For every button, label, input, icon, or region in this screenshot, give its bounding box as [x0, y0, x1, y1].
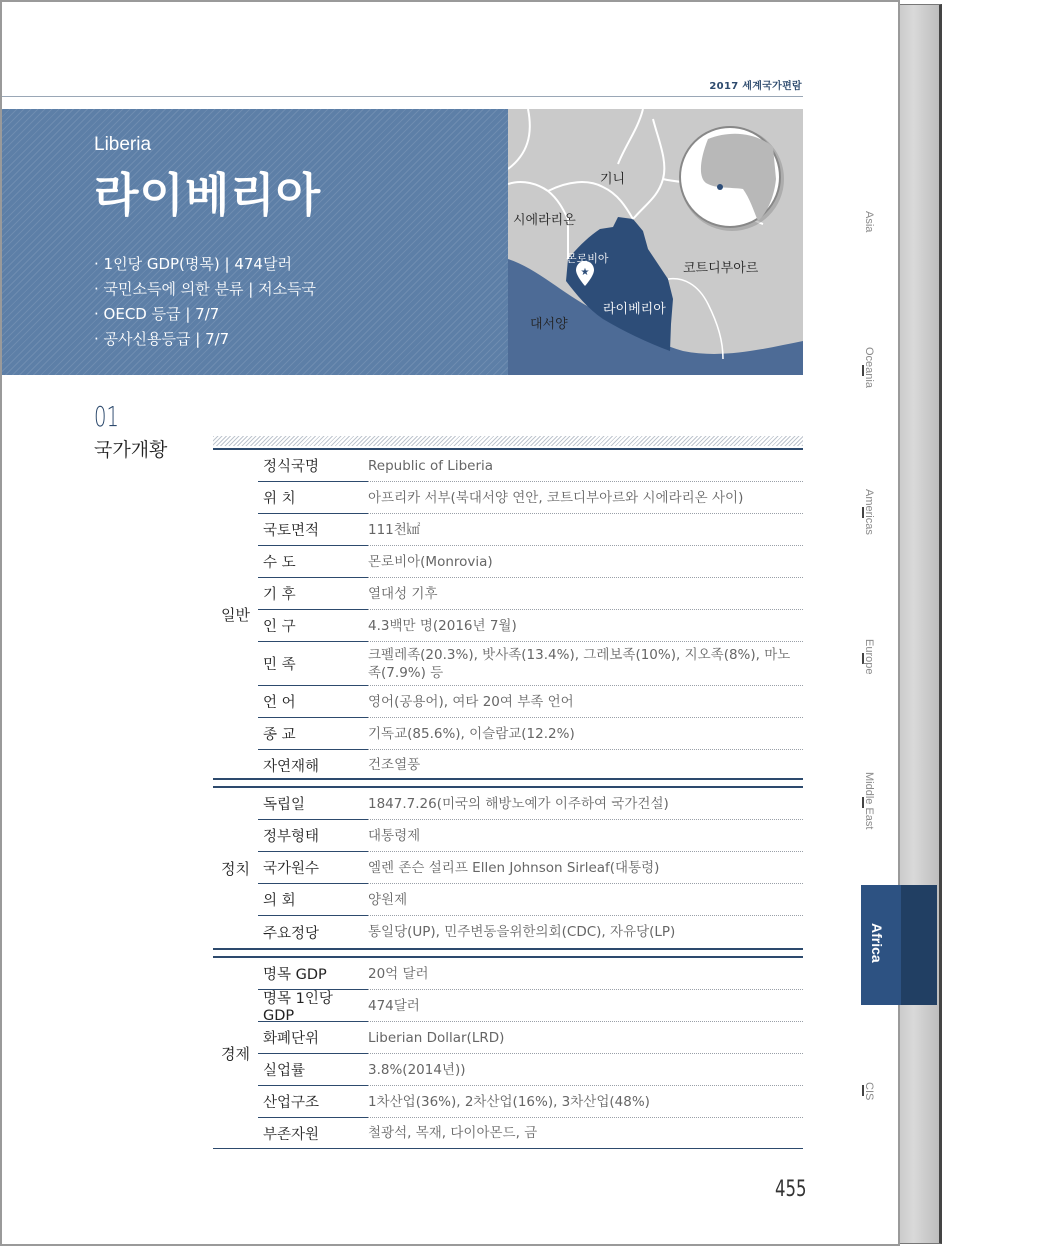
- row-label: 기 후: [258, 578, 368, 610]
- map-label-guinea: 기니: [600, 172, 626, 187]
- info-group-politics: [213, 786, 803, 948]
- row-value: 대통령제: [368, 827, 421, 844]
- row-label: 종 교: [258, 718, 368, 750]
- map-label-sierra-leone: 시에라리온: [513, 213, 576, 228]
- row-label: 인 구: [258, 610, 368, 642]
- group-divider: [213, 948, 803, 950]
- row-label: 정식국명: [258, 450, 368, 482]
- running-head: 2017 세계국가편람: [709, 81, 802, 92]
- row-label: 주요정당: [263, 926, 320, 942]
- info-group-economy: [213, 956, 803, 1148]
- row-value: 양원제: [368, 891, 408, 908]
- category-label: 경제: [221, 1044, 250, 1063]
- map-label-cote-divoire: 코트디부아르: [683, 261, 759, 276]
- row-value: 통일당(UP), 민주변동을위한의회(CDC), 자유당(LP): [368, 924, 676, 940]
- svg-text:★: ★: [580, 267, 590, 278]
- table-row: [258, 1118, 803, 1148]
- row-label: 자연재해: [263, 759, 320, 775]
- tab-africa[interactable]: [861, 885, 937, 1005]
- section-title: 국가개황: [94, 439, 168, 461]
- table-row: [258, 514, 803, 546]
- row-value: 20억 달러: [368, 965, 429, 982]
- row-label: 의 회: [258, 884, 368, 916]
- row-value: 4.3백만 명(2016년 7월): [368, 617, 517, 634]
- category-label: 일반: [221, 605, 250, 624]
- info-rows: [258, 450, 803, 780]
- table-row: [258, 642, 803, 686]
- table-header-pattern: [213, 436, 803, 446]
- book-page-edge: [897, 4, 942, 1244]
- group-divider: [213, 778, 803, 780]
- section-number: 01: [94, 400, 119, 433]
- row-label: 산업구조: [258, 1086, 368, 1118]
- tab-americas[interactable]: Americas: [863, 489, 875, 535]
- key-fact: · 공사신용등급 | 7/7: [94, 330, 230, 348]
- row-value: 111천㎢: [368, 521, 421, 538]
- map-label-atlantic: 대서양: [530, 317, 568, 332]
- info-rows: [258, 788, 803, 948]
- map-label-liberia: 라이베리아: [603, 302, 666, 317]
- table-row: [258, 718, 803, 750]
- table-row: [258, 916, 803, 948]
- row-value: 몬로비아(Monrovia): [368, 553, 493, 570]
- key-facts-list: [94, 252, 316, 352]
- row-value: Liberian Dollar(LRD): [368, 1029, 505, 1046]
- row-label: 명목 GDP: [258, 958, 368, 990]
- table-row: [258, 450, 803, 482]
- row-label: 국토면적: [258, 514, 368, 546]
- row-label: 부존자원: [263, 1127, 320, 1143]
- map-label-monrovia: 몬로비아: [566, 252, 609, 265]
- tab-middle-east[interactable]: Middle East: [863, 772, 875, 830]
- row-label: 국가원수: [258, 852, 368, 884]
- map-graphic: [508, 109, 803, 375]
- category-label: 정치: [221, 859, 250, 878]
- row-label: 수 도: [258, 546, 368, 578]
- row-label: 언 어: [258, 686, 368, 718]
- key-fact: · 국민소득에 의한 분류 | 저소득국: [94, 280, 317, 298]
- tab-europe[interactable]: Europe: [863, 639, 875, 675]
- country-name-korean: 라이베리아: [94, 168, 322, 222]
- info-rows: [258, 958, 803, 1148]
- table-row: [258, 852, 803, 884]
- tab-asia[interactable]: Asia: [863, 211, 875, 233]
- table-row: [258, 610, 803, 642]
- row-label: 민 족: [258, 642, 368, 686]
- row-value: 철광석, 목재, 다이아몬드, 금: [368, 1125, 538, 1141]
- globe-inset-icon: [680, 127, 784, 231]
- table-row: [258, 884, 803, 916]
- row-value: 영어(공용어), 여타 20여 부족 언어: [368, 693, 574, 710]
- table-row: [258, 686, 803, 718]
- country-name-english: Liberia: [94, 134, 152, 155]
- table-row: [258, 1022, 803, 1054]
- row-value: 1847.7.26(미국의 해방노예가 이주하여 국가건설): [368, 795, 669, 812]
- key-fact: · OECD 등급 | 7/7: [94, 305, 220, 323]
- table-row: [258, 820, 803, 852]
- page-number: 455: [775, 1177, 807, 1202]
- row-label: 위 치: [258, 482, 368, 514]
- row-value: 열대성 기후: [368, 585, 438, 602]
- table-row: [258, 482, 803, 514]
- row-value: 3.8%(2014년)): [368, 1061, 466, 1078]
- tab-africa-label: Africa: [869, 923, 885, 963]
- row-label: 정부형태: [258, 820, 368, 852]
- row-value: 엘렌 존슨 설리프 Ellen Johnson Sirleaf(대통령): [368, 859, 660, 876]
- row-label: 독립일: [258, 788, 368, 820]
- row-value: 크펠레족(20.3%), 밧사족(13.4%), 그레보족(10%), 지오족(8%), 마노족(7.9%) 등: [368, 646, 791, 681]
- table-row: [258, 1054, 803, 1086]
- location-map: [508, 109, 803, 375]
- row-value: Republic of Liberia: [368, 457, 494, 474]
- row-value: 기독교(85.6%), 이슬람교(12.2%): [368, 725, 575, 742]
- row-label: 화폐단위: [258, 1022, 368, 1054]
- row-label: 명목 1인당 GDP: [258, 990, 368, 1022]
- key-fact: · 1인당 GDP(명목) | 474달러: [94, 255, 292, 273]
- info-group-general: [213, 448, 803, 778]
- table-bottom-rule: [213, 1148, 803, 1149]
- tab-cis[interactable]: CIS: [863, 1082, 875, 1101]
- row-value: 474달러: [368, 997, 420, 1014]
- row-value: 아프리카 서부(북대서양 연안, 코트디부아르와 시에라리온 사이): [368, 489, 744, 506]
- country-banner: [2, 109, 508, 375]
- row-label: 실업률: [258, 1054, 368, 1086]
- table-row: [258, 546, 803, 578]
- header-rule: [2, 96, 803, 97]
- tab-oceania[interactable]: Oceania: [863, 347, 875, 388]
- table-row: [258, 578, 803, 610]
- table-row: [258, 958, 803, 990]
- row-value: 1차산업(36%), 2차산업(16%), 3차산업(48%): [368, 1093, 650, 1110]
- row-value: 건조열풍: [368, 757, 421, 773]
- table-row: [258, 788, 803, 820]
- table-row: [258, 750, 803, 780]
- table-row: [258, 1086, 803, 1118]
- table-row: [258, 990, 803, 1022]
